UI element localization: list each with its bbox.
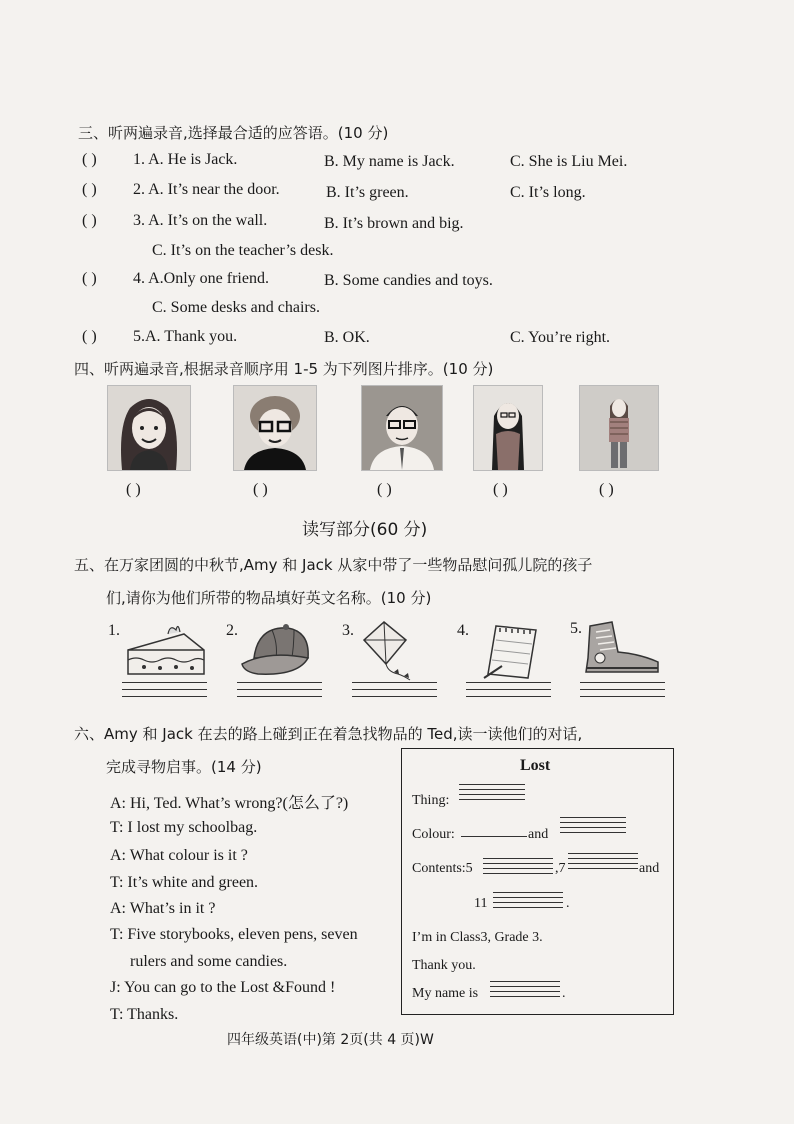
q3-paren[interactable]: ( ) xyxy=(82,212,97,229)
section3-title: 三、听两遍录音,选择最合适的应答语。(10 分) xyxy=(78,124,389,142)
thing-label: Thing: xyxy=(412,793,450,808)
section5-title-line2: 们,请你为他们所带的物品填好英文名称。(10 分) xyxy=(106,589,432,607)
picture1-order-paren[interactable]: ( ) xyxy=(126,481,141,498)
contents-period: . xyxy=(566,896,570,911)
colour-label: Colour: xyxy=(412,827,455,842)
kite-picture xyxy=(358,618,424,684)
colour1-answer-line[interactable] xyxy=(461,836,527,841)
q1-paren[interactable]: ( ) xyxy=(82,151,97,168)
contents1-answer-lines[interactable] xyxy=(483,858,553,878)
sneaker-picture xyxy=(580,618,664,680)
picture-girl-standing xyxy=(473,385,543,471)
picture3-order-paren[interactable]: ( ) xyxy=(377,481,392,498)
picture5-order-paren[interactable]: ( ) xyxy=(599,481,614,498)
item1-number: 1. xyxy=(108,622,120,639)
lost-notice-title: Lost xyxy=(520,757,551,774)
section6-title-line2: 完成寻物启事。(14 分) xyxy=(106,758,262,776)
section4-title: 四、听两遍录音,根据录音顺序用 1-5 为下列图片排序。(10 分) xyxy=(74,360,494,378)
section5-title-line1: 五、在万家团圆的中秋节,Amy 和 Jack 从家中带了一些物品慰问孤儿院的孩子 xyxy=(74,556,593,574)
dialogue-line-8: J: You can go to the Lost &Found ! xyxy=(110,979,336,996)
contents-seven-label: ,7 xyxy=(555,861,566,876)
item4-answer-lines[interactable] xyxy=(466,682,551,703)
q1-option-c: C. She is Liu Mei. xyxy=(510,153,628,170)
item4-number: 4. xyxy=(457,622,469,639)
thank-you-text: Thank you. xyxy=(412,958,476,973)
q1-option-b: B. My name is Jack. xyxy=(324,153,455,170)
dialogue-line-7: rulers and some candies. xyxy=(130,953,288,970)
q2-option-c: C. It’s long. xyxy=(510,184,586,201)
q2-paren[interactable]: ( ) xyxy=(82,181,97,198)
section6-title-line1: 六、Amy 和 Jack 在去的路上碰到正在着急找物品的 Ted,读一读他们的对话, xyxy=(74,725,583,743)
picture-girl-long-hair xyxy=(107,385,191,471)
q2-option-b: B. It’s green. xyxy=(326,184,409,201)
colour-and-label: and xyxy=(528,827,549,842)
thing-answer-lines[interactable] xyxy=(459,784,525,804)
picture4-order-paren[interactable]: ( ) xyxy=(493,481,508,498)
picture-boy-glasses xyxy=(233,385,317,471)
q1-option-a: 1. A. He is Jack. xyxy=(133,151,238,168)
item5-number: 5. xyxy=(570,620,582,637)
q2-option-a: 2. A. It’s near the door. xyxy=(133,181,280,198)
dialogue-line-4: T: It’s white and green. xyxy=(110,874,259,891)
colour2-answer-lines[interactable] xyxy=(560,817,626,837)
contents2-answer-lines[interactable] xyxy=(568,853,638,873)
contents3-answer-lines[interactable] xyxy=(493,892,563,912)
item2-answer-lines[interactable] xyxy=(237,682,322,703)
q4-option-a: 4. A.Only one friend. xyxy=(133,270,269,287)
q4-option-c: C. Some desks and chairs. xyxy=(152,299,320,316)
page-footer: 四年级英语(中)第 2页(共 4 页)W xyxy=(227,1032,434,1048)
q3-option-a: 3. A. It’s on the wall. xyxy=(133,212,268,229)
dialogue-line-2: T: I lost my schoolbag. xyxy=(110,819,258,836)
picture-woman-standing xyxy=(579,385,659,471)
cap-picture xyxy=(238,620,324,680)
q4-paren[interactable]: ( ) xyxy=(82,270,97,287)
item3-number: 3. xyxy=(342,622,354,639)
lost-notice-box xyxy=(401,748,674,1015)
item2-number: 2. xyxy=(226,622,238,639)
dialogue-line-3: A: What colour is it ? xyxy=(110,847,248,864)
dialogue-line-6: T: Five storybooks, eleven pens, seven xyxy=(110,926,358,943)
name-period: . xyxy=(562,986,566,1001)
q3-option-b: B. It’s brown and big. xyxy=(324,215,464,232)
contents-eleven-label: 11 xyxy=(474,896,488,911)
item5-answer-lines[interactable] xyxy=(580,682,665,703)
q5-paren[interactable]: ( ) xyxy=(82,328,97,345)
cake-picture xyxy=(124,620,208,680)
contents-label: Contents:5 xyxy=(412,861,473,876)
dialogue-line-5: A: What’s in it ? xyxy=(110,900,216,917)
picture-man-glasses xyxy=(361,385,443,471)
q4-option-b: B. Some candies and toys. xyxy=(324,272,493,289)
q5-option-c: C. You’re right. xyxy=(510,329,611,346)
q5-option-a: 5.A. Thank you. xyxy=(133,328,238,345)
item3-answer-lines[interactable] xyxy=(352,682,437,703)
dialogue-line-1: A: Hi, Ted. What’s wrong?(怎么了?) xyxy=(110,795,349,812)
my-name-label: My name is xyxy=(412,986,479,1001)
item1-answer-lines[interactable] xyxy=(122,682,207,703)
dialogue-line-9: T: Thanks. xyxy=(110,1006,179,1023)
name-answer-lines[interactable] xyxy=(490,981,560,1001)
picture2-order-paren[interactable]: ( ) xyxy=(253,481,268,498)
q5-option-b: B. OK. xyxy=(324,329,370,346)
q3-option-c: C. It’s on the teacher’s desk. xyxy=(152,242,334,259)
contents-and-label: and xyxy=(639,861,660,876)
notebook-picture xyxy=(480,620,542,682)
class-statement: I’m in Class3, Grade 3. xyxy=(412,930,543,945)
reading-writing-title: 读写部分(60 分) xyxy=(302,520,428,540)
